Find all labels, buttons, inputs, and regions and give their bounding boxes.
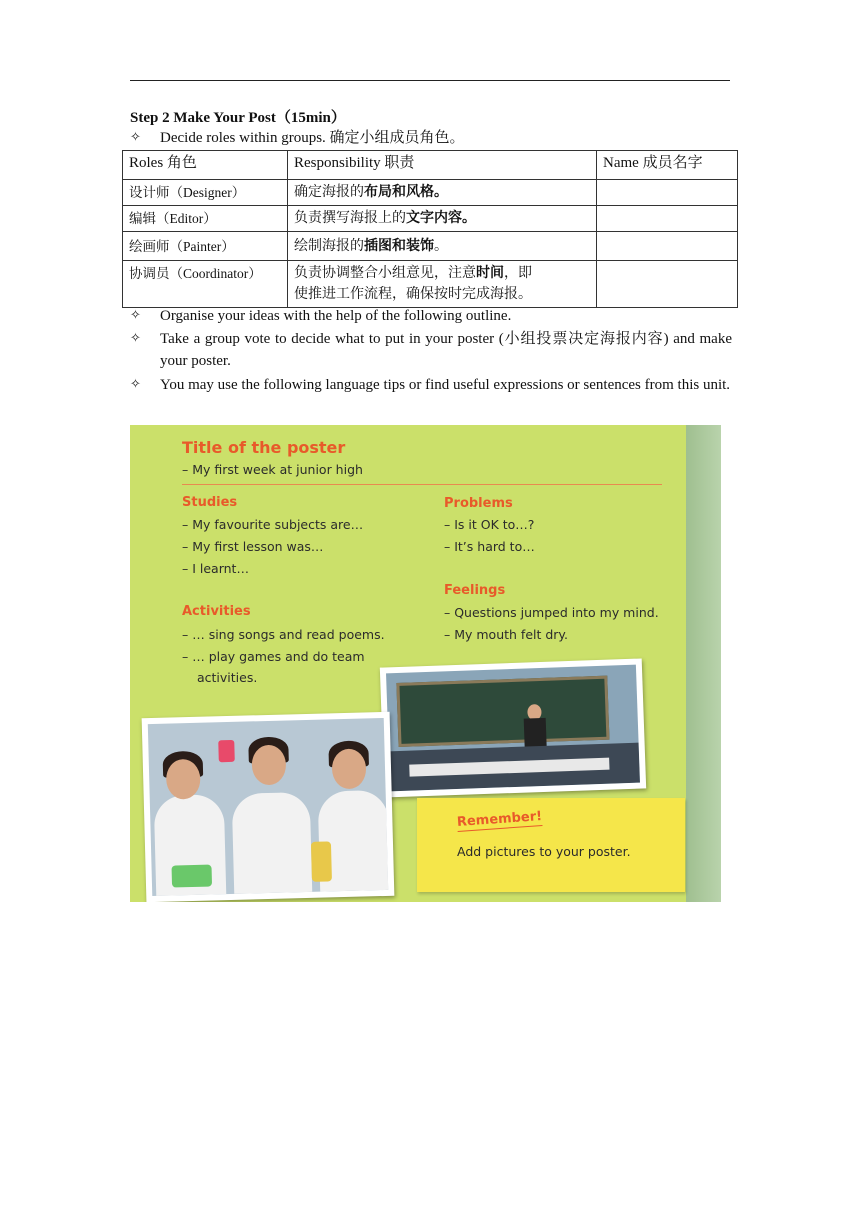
diamond-star-icon: ✧ bbox=[130, 331, 141, 346]
role-coordinator: 协调员（Coordinator） bbox=[123, 261, 288, 308]
responsibility-cell bbox=[288, 180, 597, 206]
role-designer: 设计师（Designer） bbox=[123, 180, 288, 206]
problems-item: – Is it OK to…? bbox=[444, 517, 535, 532]
resp-bold: 时间 bbox=[476, 265, 504, 281]
resp-bold: 插图和装饰 bbox=[364, 238, 434, 254]
resp-text: 。 bbox=[434, 239, 448, 254]
resp-bold: 布局和风格。 bbox=[364, 184, 448, 200]
poster-divider bbox=[182, 484, 662, 485]
resp-text: 确定海报的 bbox=[294, 185, 364, 200]
studies-item: – My first lesson was… bbox=[182, 539, 324, 554]
remember-note bbox=[417, 798, 685, 892]
remember-text: Add pictures to your poster. bbox=[457, 844, 631, 859]
poster-title-item: – My first week at junior high bbox=[182, 462, 363, 477]
bullet-text: Decide roles within groups. 确定小组成员角色。 bbox=[160, 130, 465, 146]
studies-heading: Studies bbox=[182, 495, 238, 510]
header-roles: Roles 角色 bbox=[123, 151, 288, 180]
bullet-language-tips bbox=[130, 374, 732, 396]
header-responsibility: Responsibility 职责 bbox=[288, 151, 597, 180]
classroom-photo bbox=[380, 658, 646, 797]
bullet-text: You may use the following language tips or find useful expressions or sentences from this unit. bbox=[160, 377, 731, 393]
activities-item: – … sing songs and read poems. bbox=[182, 627, 385, 642]
name-cell[interactable] bbox=[597, 232, 738, 261]
blackboard-shape bbox=[396, 676, 609, 747]
diamond-star-icon: ✧ bbox=[130, 308, 141, 323]
roles-table bbox=[122, 150, 738, 308]
poster-outline-image bbox=[130, 425, 721, 902]
header-rule bbox=[130, 80, 730, 81]
responsibility-cell bbox=[288, 232, 597, 261]
bullet-vote bbox=[130, 328, 732, 372]
resp-text: 使推进工作流程，确保按时完成海报。 bbox=[294, 287, 532, 302]
diamond-star-icon: ✧ bbox=[130, 130, 141, 145]
diamond-star-icon: ✧ bbox=[130, 377, 141, 392]
activities-item: – … play games and do team bbox=[182, 649, 365, 664]
feelings-item: – Questions jumped into my mind. bbox=[444, 605, 659, 620]
table-header-row bbox=[123, 151, 738, 180]
table-row bbox=[123, 206, 738, 232]
activities-heading: Activities bbox=[182, 604, 251, 619]
studies-item: – I learnt… bbox=[182, 561, 249, 576]
remember-heading: Remember! bbox=[456, 809, 543, 830]
poster-board-edge bbox=[686, 425, 721, 902]
role-painter: 绘画师（Painter） bbox=[123, 232, 288, 261]
problems-heading: Problems bbox=[444, 496, 513, 511]
science-lab-photo bbox=[142, 712, 395, 902]
table-row bbox=[123, 180, 738, 206]
resp-text: 负责协调整合小组意见，注意 bbox=[294, 266, 476, 281]
resp-text: ，即 bbox=[504, 266, 532, 281]
table-row bbox=[123, 261, 738, 308]
feelings-heading: Feelings bbox=[444, 583, 506, 598]
bullet-text: Organise your ideas with the help of the following outline. bbox=[160, 308, 512, 324]
role-editor: 编辑（Editor） bbox=[123, 206, 288, 232]
responsibility-cell bbox=[288, 261, 597, 308]
poster-title-heading: Title of the poster bbox=[182, 438, 346, 457]
bullet-organise bbox=[130, 305, 732, 327]
feelings-item: – My mouth felt dry. bbox=[444, 627, 569, 642]
header-name: Name 成员名字 bbox=[597, 151, 738, 180]
table-row bbox=[123, 232, 738, 261]
bullet-text: Take a group vote to decide what to put in your poster (小组投票决定海报内容) and make your poster. bbox=[160, 331, 732, 369]
name-cell[interactable] bbox=[597, 180, 738, 206]
bullet-decide-roles bbox=[130, 127, 732, 149]
problems-item: – It’s hard to… bbox=[444, 539, 535, 554]
activities-item: activities. bbox=[197, 670, 258, 685]
step-title: Step 2 Make Your Post（15min） bbox=[130, 110, 346, 126]
resp-text: 负责撰写海报上的 bbox=[294, 211, 406, 226]
resp-bold: 文字内容。 bbox=[406, 210, 476, 226]
name-cell[interactable] bbox=[597, 206, 738, 232]
responsibility-cell bbox=[288, 206, 597, 232]
name-cell[interactable] bbox=[597, 261, 738, 308]
resp-text: 绘制海报的 bbox=[294, 239, 364, 254]
studies-item: – My favourite subjects are… bbox=[182, 517, 364, 532]
